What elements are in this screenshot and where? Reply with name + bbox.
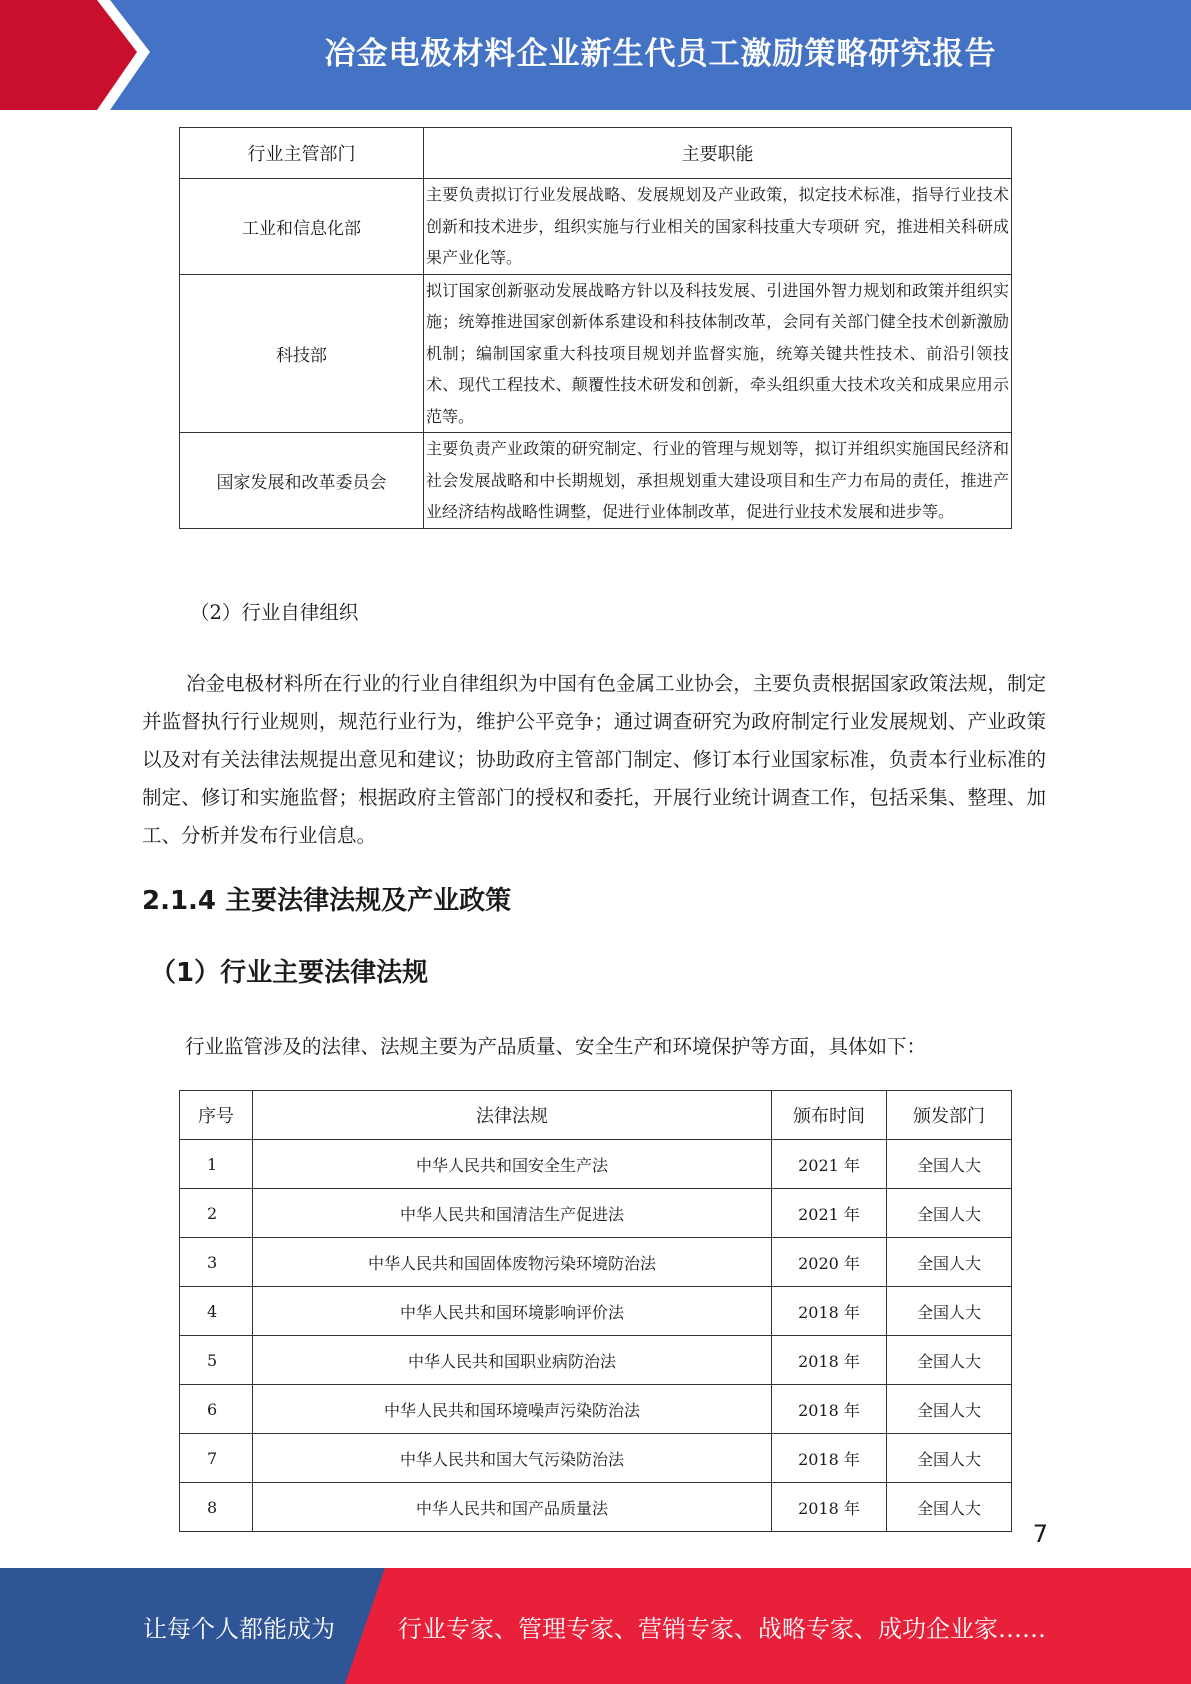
table-header-row <box>180 128 1012 179</box>
law-name: 中华人民共和国固体废物污染环境防治法 <box>253 1238 772 1287</box>
column-header: 颁布时间 <box>772 1091 887 1140</box>
authority-table <box>179 127 1012 529</box>
issuing-org: 全国人大 <box>887 1483 1012 1532</box>
row-number: 7 <box>180 1434 253 1483</box>
table-row <box>180 274 1012 433</box>
table-row <box>180 1189 1012 1238</box>
table-row <box>180 1140 1012 1189</box>
law-name: 中华人民共和国环境噪声污染防治法 <box>253 1385 772 1434</box>
body-paragraph: 冶金电极材料所在行业的行业自律组织为中国有色金属工业协会，主要负责根据国家政策法规，制定并监督执行行业规则，规范行业行为，维护公平竞争；通过调查研究为政府制定行业发展规划、产业政策以及对有关法律法规提出意见和建议；协助政府主管部门制定、修订本行业国家标准，负责本行业标准的制定、修订和实施监督；根据政府主管部门的授权和委托，开展行业统计调查工作，包括采集、整理、加工、分析并发布行业信息。 <box>142 672 1046 847</box>
row-number: 1 <box>180 1140 253 1189</box>
table-row <box>180 1287 1012 1336</box>
table-row <box>180 1385 1012 1434</box>
table-row <box>180 1238 1012 1287</box>
issuing-org: 全国人大 <box>887 1238 1012 1287</box>
intro-text: 行业监管涉及的法律、法规主要为产品质量、安全生产和环境保护等方面，具体如下： <box>185 1035 927 1058</box>
column-header: 行业主管部门 <box>180 128 424 179</box>
law-name: 中华人民共和国产品质量法 <box>253 1483 772 1532</box>
dept-cell: 国家发展和改革委员会 <box>180 433 424 529</box>
row-number: 3 <box>180 1238 253 1287</box>
row-number: 8 <box>180 1483 253 1532</box>
column-header: 主要职能 <box>424 128 1012 179</box>
issue-year: 2018 年 <box>772 1483 887 1532</box>
function-cell: 主要负责拟订行业发展战略、发展规划及产业政策，拟定技术标准，指导行业技术创新和技术进步，组织实施与行业相关的国家科技重大专项研 究，推进相关科研成果产业化等。 <box>424 179 1012 275</box>
column-header: 颁发部门 <box>887 1091 1012 1140</box>
issue-year: 2018 年 <box>772 1434 887 1483</box>
row-number: 6 <box>180 1385 253 1434</box>
table-row <box>180 1434 1012 1483</box>
issue-year: 2018 年 <box>772 1336 887 1385</box>
page-number: 7 <box>1032 1520 1048 1548</box>
law-name: 中华人民共和国大气污染防治法 <box>253 1434 772 1483</box>
table-row <box>180 1336 1012 1385</box>
law-name: 中华人民共和国清洁生产促进法 <box>253 1189 772 1238</box>
column-header: 法律法规 <box>253 1091 772 1140</box>
subsection-heading: （1）行业主要法律法规 <box>150 958 429 988</box>
law-name: 中华人民共和国安全生产法 <box>253 1140 772 1189</box>
footer-slogan-left: 让每个人都能成为 <box>143 1614 335 1643</box>
dept-cell: 科技部 <box>180 274 424 433</box>
table-header-row <box>180 1091 1012 1140</box>
report-title: 冶金电极材料企业新生代员工激励策略研究报告 <box>324 35 997 72</box>
page-footer <box>0 1568 1191 1684</box>
law-name: 中华人民共和国职业病防治法 <box>253 1336 772 1385</box>
table-row <box>180 179 1012 275</box>
issuing-org: 全国人大 <box>887 1189 1012 1238</box>
issue-year: 2021 年 <box>772 1140 887 1189</box>
row-number: 5 <box>180 1336 253 1385</box>
function-cell: 拟订国家创新驱动发展战略方针以及科技发展、引进国外智力规划和政策并组织实施；统筹推进国家创新体系建设和科技体制改革，会同有关部门健全技术创新激励机制；编制国家重大科技项目规划并监督实施，统筹关键共性技术、前沿引领技术、现代工程技术、颠覆性技术研发和创新，牵头组织重大技术攻关和成果应用示范等。 <box>424 274 1012 433</box>
issue-year: 2018 年 <box>772 1287 887 1336</box>
section-heading: 2.1.4 主要法律法规及产业政策 <box>142 886 512 916</box>
red-arrow-icon <box>0 0 160 110</box>
row-number: 2 <box>180 1189 253 1238</box>
issuing-org: 全国人大 <box>887 1336 1012 1385</box>
issue-year: 2021 年 <box>772 1189 887 1238</box>
law-name: 中华人民共和国环境影响评价法 <box>253 1287 772 1336</box>
footer-slogan-right: 行业专家、管理专家、营销专家、战略专家、成功企业家…… <box>398 1614 1046 1643</box>
table-row <box>180 1483 1012 1532</box>
issuing-org: 全国人大 <box>887 1287 1012 1336</box>
issuing-org: 全国人大 <box>887 1434 1012 1483</box>
column-header: 序号 <box>180 1091 253 1140</box>
dept-cell: 工业和信息化部 <box>180 179 424 275</box>
issuing-org: 全国人大 <box>887 1385 1012 1434</box>
laws-table <box>179 1090 1012 1532</box>
function-cell: 主要负责产业政策的研究制定、行业的管理与规划等，拟订并组织实施国民经济和社会发展战略和中长期规划，承担规划重大建设项目和生产力布局的责任，推进产业经济结构战略性调整，促进行业体制改革，促进行业技术发展和进步等。 <box>424 433 1012 529</box>
page-header <box>0 0 1191 110</box>
subheading: （2）行业自律组织 <box>190 601 359 624</box>
issuing-org: 全国人大 <box>887 1140 1012 1189</box>
issue-year: 2020 年 <box>772 1238 887 1287</box>
table-row <box>180 433 1012 529</box>
issue-year: 2018 年 <box>772 1385 887 1434</box>
row-number: 4 <box>180 1287 253 1336</box>
